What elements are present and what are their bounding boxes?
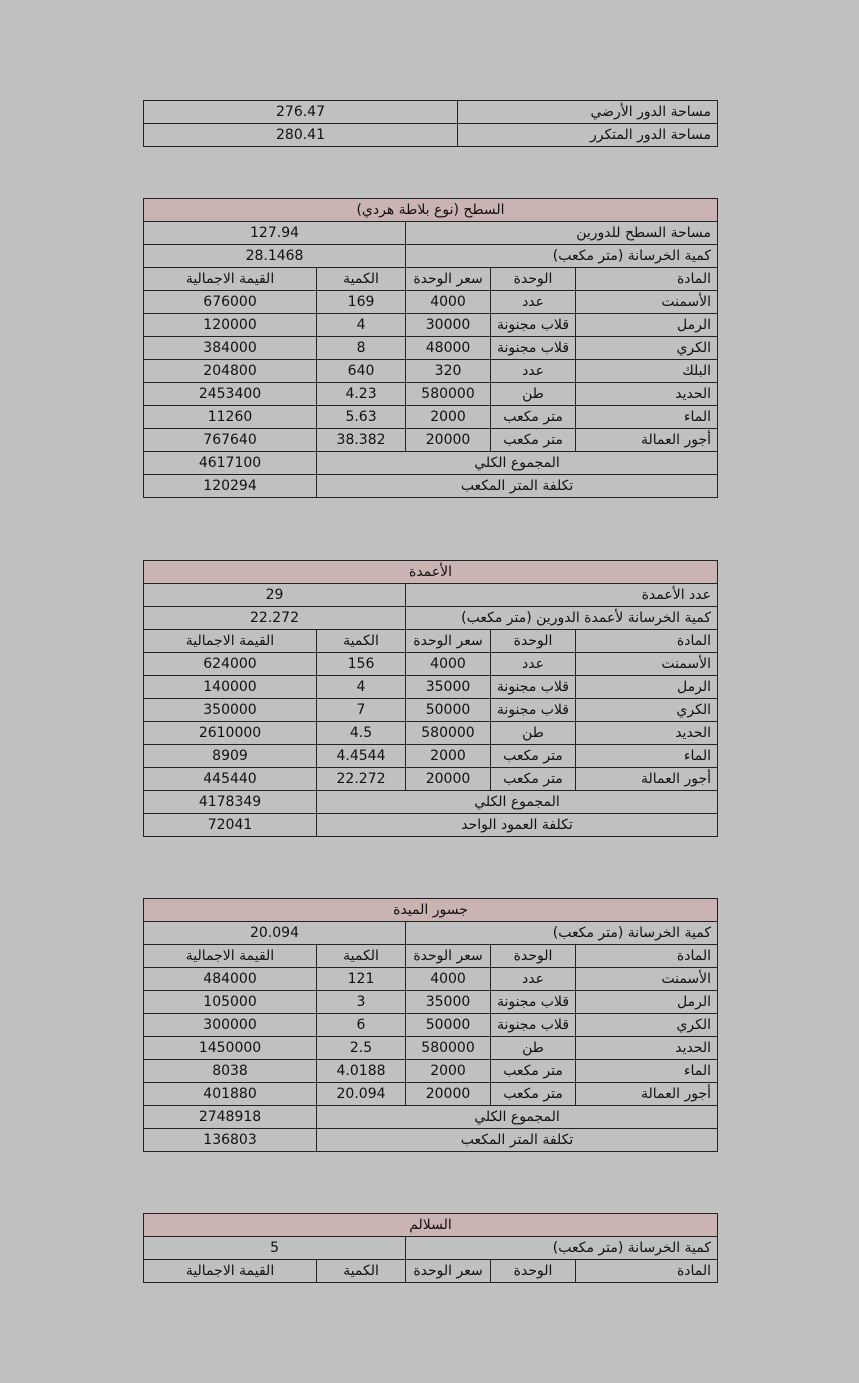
material-qty: 2.5 bbox=[317, 1037, 406, 1060]
material-name: الحديد bbox=[576, 722, 718, 745]
material-row bbox=[144, 745, 718, 768]
material-unit: عدد bbox=[491, 360, 576, 383]
material-unit-price: 580000 bbox=[406, 1037, 491, 1060]
material-row bbox=[144, 360, 718, 383]
material-total: 2453400 bbox=[144, 383, 317, 406]
material-row bbox=[144, 1014, 718, 1037]
material-total: 445440 bbox=[144, 768, 317, 791]
material-qty: 156 bbox=[317, 653, 406, 676]
summary-row bbox=[144, 814, 718, 837]
col-material-header: المادة bbox=[576, 1260, 718, 1283]
material-qty: 7 bbox=[317, 699, 406, 722]
section-title-row bbox=[144, 1214, 718, 1237]
summary-value: 2748918 bbox=[144, 1106, 317, 1129]
material-name: الماء bbox=[576, 406, 718, 429]
material-qty: 4.0188 bbox=[317, 1060, 406, 1083]
material-row bbox=[144, 1060, 718, 1083]
material-total: 350000 bbox=[144, 699, 317, 722]
info-label: كمية الخرسانة (متر مكعب) bbox=[406, 245, 718, 268]
material-unit-price: 50000 bbox=[406, 1014, 491, 1037]
material-unit-price: 50000 bbox=[406, 699, 491, 722]
material-name: الأسمنت bbox=[576, 968, 718, 991]
summary-label: المجموع الكلي bbox=[317, 1106, 718, 1129]
material-qty: 22.272 bbox=[317, 768, 406, 791]
info-label: عدد الأعمدة bbox=[406, 584, 718, 607]
material-row bbox=[144, 991, 718, 1014]
material-row bbox=[144, 722, 718, 745]
material-name: الكري bbox=[576, 337, 718, 360]
material-unit: عدد bbox=[491, 653, 576, 676]
material-unit-price: 30000 bbox=[406, 314, 491, 337]
column-header-row bbox=[144, 630, 718, 653]
col-price-header: سعر الوحدة bbox=[406, 945, 491, 968]
col-material-header: المادة bbox=[576, 630, 718, 653]
info-label: مساحة السطح للدورين bbox=[406, 222, 718, 245]
material-unit-price: 320 bbox=[406, 360, 491, 383]
col-price-header: سعر الوحدة bbox=[406, 1260, 491, 1283]
area-table bbox=[143, 100, 718, 147]
col-price-header: سعر الوحدة bbox=[406, 268, 491, 291]
material-total: 2610000 bbox=[144, 722, 317, 745]
material-unit: قلاب مجنونة bbox=[491, 991, 576, 1014]
info-row bbox=[144, 245, 718, 268]
summary-label: المجموع الكلي bbox=[317, 791, 718, 814]
material-unit: قلاب مجنونة bbox=[491, 1014, 576, 1037]
info-value: 20.094 bbox=[144, 922, 406, 945]
summary-value: 136803 bbox=[144, 1129, 317, 1152]
material-total: 767640 bbox=[144, 429, 317, 452]
info-value: 28.1468 bbox=[144, 245, 406, 268]
col-qty-header: الكمية bbox=[317, 630, 406, 653]
info-row bbox=[144, 607, 718, 630]
material-name: الأسمنت bbox=[576, 653, 718, 676]
info-value: 5 bbox=[144, 1237, 406, 1260]
material-unit: طن bbox=[491, 383, 576, 406]
info-row bbox=[144, 222, 718, 245]
col-qty-header: الكمية bbox=[317, 945, 406, 968]
column-header-row bbox=[144, 945, 718, 968]
material-name: الحديد bbox=[576, 1037, 718, 1060]
material-name: الماء bbox=[576, 1060, 718, 1083]
material-qty: 6 bbox=[317, 1014, 406, 1037]
material-unit-price: 20000 bbox=[406, 768, 491, 791]
material-total: 204800 bbox=[144, 360, 317, 383]
summary-value: 4617100 bbox=[144, 452, 317, 475]
material-row bbox=[144, 291, 718, 314]
material-total: 105000 bbox=[144, 991, 317, 1014]
material-qty: 3 bbox=[317, 991, 406, 1014]
col-unit-header: الوحدة bbox=[491, 630, 576, 653]
summary-label: المجموع الكلي bbox=[317, 452, 718, 475]
material-row bbox=[144, 1083, 718, 1106]
material-qty: 640 bbox=[317, 360, 406, 383]
col-material-header: المادة bbox=[576, 268, 718, 291]
material-name: أجور العمالة bbox=[576, 1083, 718, 1106]
material-qty: 4.5 bbox=[317, 722, 406, 745]
material-qty: 169 bbox=[317, 291, 406, 314]
section-title-row bbox=[144, 561, 718, 584]
material-unit: عدد bbox=[491, 968, 576, 991]
material-total: 140000 bbox=[144, 676, 317, 699]
summary-label: تكلفة المتر المكعب bbox=[317, 1129, 718, 1152]
material-unit: قلاب مجنونة bbox=[491, 337, 576, 360]
material-row bbox=[144, 337, 718, 360]
material-name: أجور العمالة bbox=[576, 429, 718, 452]
section-title-row bbox=[144, 899, 718, 922]
material-name: البلك bbox=[576, 360, 718, 383]
material-unit: متر مكعب bbox=[491, 429, 576, 452]
material-unit: قلاب مجنونة bbox=[491, 314, 576, 337]
area-label: مساحة الدور الأرضي bbox=[458, 101, 718, 124]
material-row bbox=[144, 676, 718, 699]
material-unit: طن bbox=[491, 1037, 576, 1060]
info-row bbox=[144, 922, 718, 945]
section-title-row bbox=[144, 199, 718, 222]
area-label: مساحة الدور المتكرر bbox=[458, 124, 718, 147]
material-unit: قلاب مجنونة bbox=[491, 699, 576, 722]
info-label: كمية الخرسانة (متر مكعب) bbox=[406, 922, 718, 945]
col-qty-header: الكمية bbox=[317, 268, 406, 291]
material-row bbox=[144, 653, 718, 676]
info-value: 29 bbox=[144, 584, 406, 607]
material-unit: طن bbox=[491, 722, 576, 745]
material-unit: متر مكعب bbox=[491, 1083, 576, 1106]
section-title: السلالم bbox=[144, 1214, 718, 1237]
col-total-header: القيمة الاجمالية bbox=[144, 945, 317, 968]
area-value: 280.41 bbox=[144, 124, 458, 147]
info-row bbox=[144, 1237, 718, 1260]
material-name: الرمل bbox=[576, 991, 718, 1014]
col-total-header: القيمة الاجمالية bbox=[144, 1260, 317, 1283]
col-total-header: القيمة الاجمالية bbox=[144, 630, 317, 653]
section-title: الأعمدة bbox=[144, 561, 718, 584]
stairs-table bbox=[143, 1213, 718, 1283]
info-value: 127.94 bbox=[144, 222, 406, 245]
summary-row bbox=[144, 791, 718, 814]
material-total: 300000 bbox=[144, 1014, 317, 1037]
material-row bbox=[144, 968, 718, 991]
column-header-row bbox=[144, 1260, 718, 1283]
area-row bbox=[144, 101, 718, 124]
material-row bbox=[144, 1037, 718, 1060]
material-unit-price: 35000 bbox=[406, 991, 491, 1014]
material-name: الكري bbox=[576, 699, 718, 722]
col-total-header: القيمة الاجمالية bbox=[144, 268, 317, 291]
section-title: جسور الميدة bbox=[144, 899, 718, 922]
material-total: 120000 bbox=[144, 314, 317, 337]
material-unit: متر مكعب bbox=[491, 1060, 576, 1083]
material-unit-price: 580000 bbox=[406, 722, 491, 745]
material-unit-price: 20000 bbox=[406, 1083, 491, 1106]
col-qty-header: الكمية bbox=[317, 1260, 406, 1283]
material-qty: 4.4544 bbox=[317, 745, 406, 768]
material-row bbox=[144, 383, 718, 406]
material-unit-price: 35000 bbox=[406, 676, 491, 699]
material-name: الرمل bbox=[576, 314, 718, 337]
material-unit-price: 2000 bbox=[406, 745, 491, 768]
material-unit-price: 4000 bbox=[406, 653, 491, 676]
material-unit: متر مكعب bbox=[491, 745, 576, 768]
material-unit-price: 580000 bbox=[406, 383, 491, 406]
col-unit-header: الوحدة bbox=[491, 945, 576, 968]
col-price-header: سعر الوحدة bbox=[406, 630, 491, 653]
col-unit-header: الوحدة bbox=[491, 1260, 576, 1283]
material-name: الماء bbox=[576, 745, 718, 768]
summary-row bbox=[144, 475, 718, 498]
area-row bbox=[144, 124, 718, 147]
material-name: الأسمنت bbox=[576, 291, 718, 314]
material-total: 624000 bbox=[144, 653, 317, 676]
material-unit-price: 48000 bbox=[406, 337, 491, 360]
material-qty: 8 bbox=[317, 337, 406, 360]
material-unit: متر مكعب bbox=[491, 406, 576, 429]
roof-table bbox=[143, 198, 718, 498]
material-name: الرمل bbox=[576, 676, 718, 699]
material-row bbox=[144, 768, 718, 791]
material-name: أجور العمالة bbox=[576, 768, 718, 791]
material-total: 1450000 bbox=[144, 1037, 317, 1060]
col-unit-header: الوحدة bbox=[491, 268, 576, 291]
material-unit-price: 4000 bbox=[406, 968, 491, 991]
summary-row bbox=[144, 452, 718, 475]
material-qty: 38.382 bbox=[317, 429, 406, 452]
material-qty: 121 bbox=[317, 968, 406, 991]
material-total: 11260 bbox=[144, 406, 317, 429]
material-row bbox=[144, 429, 718, 452]
summary-row bbox=[144, 1129, 718, 1152]
material-total: 8909 bbox=[144, 745, 317, 768]
material-total: 401880 bbox=[144, 1083, 317, 1106]
info-label: كمية الخرسانة لأعمدة الدورين (متر مكعب) bbox=[406, 607, 718, 630]
column-header-row bbox=[144, 268, 718, 291]
material-unit: قلاب مجنونة bbox=[491, 676, 576, 699]
material-total: 676000 bbox=[144, 291, 317, 314]
info-label: كمية الخرسانة (متر مكعب) bbox=[406, 1237, 718, 1260]
material-total: 8038 bbox=[144, 1060, 317, 1083]
beams-table bbox=[143, 898, 718, 1152]
area-value: 276.47 bbox=[144, 101, 458, 124]
material-unit-price: 2000 bbox=[406, 1060, 491, 1083]
info-value: 22.272 bbox=[144, 607, 406, 630]
material-unit-price: 2000 bbox=[406, 406, 491, 429]
section-title: السطح (نوع بلاطة هردي) bbox=[144, 199, 718, 222]
summary-value: 4178349 bbox=[144, 791, 317, 814]
summary-value: 72041 bbox=[144, 814, 317, 837]
material-qty: 20.094 bbox=[317, 1083, 406, 1106]
material-name: الحديد bbox=[576, 383, 718, 406]
material-qty: 4 bbox=[317, 676, 406, 699]
material-qty: 5.63 bbox=[317, 406, 406, 429]
col-material-header: المادة bbox=[576, 945, 718, 968]
material-unit: عدد bbox=[491, 291, 576, 314]
summary-label: تكلفة العمود الواحد bbox=[317, 814, 718, 837]
material-unit-price: 4000 bbox=[406, 291, 491, 314]
info-row bbox=[144, 584, 718, 607]
material-unit: متر مكعب bbox=[491, 768, 576, 791]
material-row bbox=[144, 699, 718, 722]
columns-table bbox=[143, 560, 718, 837]
material-total: 384000 bbox=[144, 337, 317, 360]
summary-row bbox=[144, 1106, 718, 1129]
material-qty: 4.23 bbox=[317, 383, 406, 406]
summary-value: 120294 bbox=[144, 475, 317, 498]
material-unit-price: 20000 bbox=[406, 429, 491, 452]
material-total: 484000 bbox=[144, 968, 317, 991]
material-row bbox=[144, 314, 718, 337]
summary-label: تكلفة المتر المكعب bbox=[317, 475, 718, 498]
material-qty: 4 bbox=[317, 314, 406, 337]
material-row bbox=[144, 406, 718, 429]
material-name: الكري bbox=[576, 1014, 718, 1037]
